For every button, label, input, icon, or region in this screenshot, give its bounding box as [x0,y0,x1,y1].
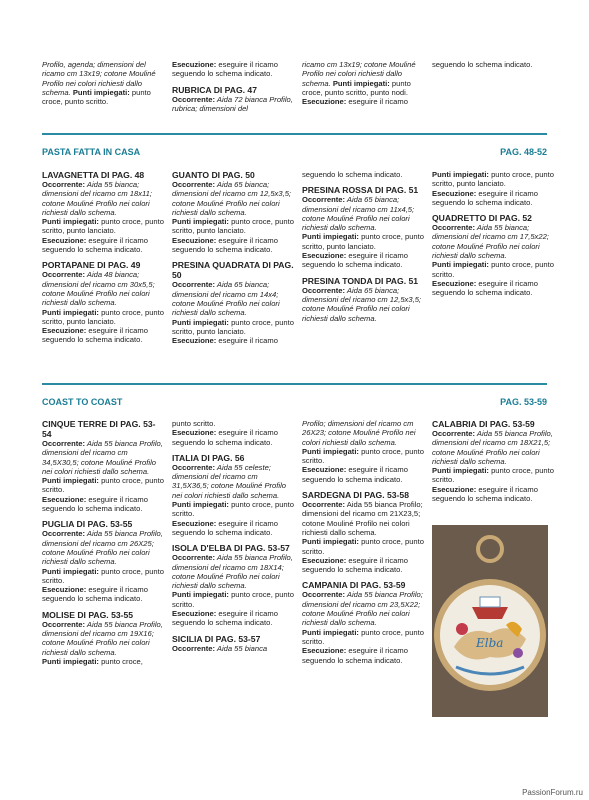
label: Esecuzione: [172,235,217,245]
text: Aida 48 bianca; dimensioni del ricamo cm 30x5,5; cotone Mouliné Profilo nei colori richiesti dallo schema. [42,270,155,308]
label: Occorrente: [172,180,216,189]
label: Punti impiegati: [302,537,359,547]
label: Esecuzione: [172,60,217,69]
top-column-3 [302,60,424,112]
label: Occorrente: [302,285,346,295]
text: punto croce, punto scritto, punto lanciato. [172,317,294,336]
text: Profilo; dimensioni del ricamo cm 26X23; cotone Mouliné Profilo nei colori richiesti dallo schema. [302,419,416,447]
label: Esecuzione: [302,97,347,107]
text: eseguire il ricamo [216,336,278,346]
text: punto croce, punto scritto, punto lanciato. [302,232,424,251]
item-title: PUGLIA DI PAG. 53-55 [42,519,133,530]
label: Esecuzione: [172,428,217,438]
text: ricamo cm 13x19; cotone Mouliné Profilo nei colori richiesti dallo schema. [302,60,416,88]
coast-column-1 [42,419,164,672]
section-pages: PAG. 53-59 [500,397,547,407]
text: punto croce, punto scritto. [172,590,294,609]
text: seguendo lo schema indicato. [432,60,533,69]
text: punto croce, punto scritto. [302,446,424,466]
label: Punti impiegati: [42,217,99,227]
pasta-column-2 [172,170,294,351]
label: Occorrente: [42,270,86,280]
top-column-2 [172,60,294,119]
label: Esecuzione: [172,518,217,528]
text: eseguire il ricamo seguendo lo schema indicato. [42,585,148,604]
item-title: MOLISE DI PAG. 53-55 [42,609,134,620]
text: punto croce, punto scritto. [42,87,151,107]
item-title: ISOLA D'ELBA DI PAG. 53-57 [172,543,290,554]
text: punto croce, punto scritto, punto lanciato. [42,307,164,326]
label: Occorrente: [172,280,216,290]
top-column-4 [432,60,554,75]
item-title: PRESINA ROSSA DI PAG. 51 [302,185,419,196]
item-title: GUANTO DI PAG. 50 [172,170,255,180]
label: Esecuzione: [42,585,87,595]
item-title: PORTAPANE DI PAG. 49 [42,260,141,271]
embroidery-hoop-illustration [432,525,548,717]
text: punto croce, punto scritto, punto nodi. [302,78,411,97]
grape-motif [513,648,523,658]
text: eseguire il ricamo seguendo lo schema indicato. [172,428,278,447]
label: Occorrente: [172,553,216,563]
label: Esecuzione: [172,609,217,619]
label: Punti impiegati: [72,87,130,97]
text: Aida 55 bianca Profilo, dimensioni del ricamo cm 18X14; cotone Mouliné Profilo nei colori richiesti dallo schema. [172,553,293,591]
label: Esecuzione: [302,251,347,261]
text: Aida 55 bianca; dimensioni del ricamo cm 18x11; cotone Mouliné Profilo nei colori richiesti dallo schema. [42,180,153,217]
section-divider [42,133,547,135]
item-title: RUBRICA DI PAG. 47 [172,84,257,95]
boat-cabin [480,597,500,607]
section-header-coast [42,397,547,407]
text: punto scritto. [172,419,216,428]
text: eseguire il ricamo seguendo lo schema indicato. [432,484,538,504]
text: punto croce, punto scritto, punto lanciato. [172,217,294,236]
label: Punti impiegati: [432,170,489,179]
label: Esecuzione: [302,465,347,475]
item-title: SICILIA DI PAG. 53-57 [172,633,261,644]
text: Profilo, agenda; dimensioni del ricamo cm 13x19; cotone Mouliné Profilo nei colori richiesti dallo schema. [42,60,156,97]
text: Aida 55 bianca Profilo, dimensioni del ricamo cm 19X16; cotone Mouliné Profilo nei colori richiesti dallo schema. [42,619,163,657]
label: Punti impiegati: [302,446,359,456]
label: Punti impiegati: [42,476,99,486]
label: Esecuzione: [302,555,347,565]
text: Aida 55 bianca Profilo, dimensioni del ricamo cm 26X25; cotone Mouliné Profilo nei colori richiesti dallo schema. [42,529,163,567]
text: eseguire il ricamo seguendo lo schema indicato. [172,60,278,79]
text: Aida 65 bianca; dimensioni del ricamo cm 12,5x3,5; cotone Mouliné Profilo nei colori richiesti dallo schema. [302,285,422,323]
text: seguendo lo schema indicato. [302,170,403,179]
label: Occorrente: [172,643,216,653]
label: Punti impiegati: [42,656,99,666]
text: Aida 55 bianca Profilo; dimensioni del ricamo cm 23,5X22; cotone Mouliné Profilo nei colori richiesti dallo schema. [302,590,423,628]
text: eseguire il ricamo [346,97,408,107]
text: punto croce, punto scritto. [172,500,294,519]
text: eseguire il ricamo seguendo lo schema indicato. [302,251,408,270]
coast-column-3 [302,419,424,671]
item-title: QUADRETTO DI PAG. 52 [432,213,532,224]
label: Occorrente: [42,439,86,448]
label: Esecuzione: [172,336,217,346]
item-title: LAVAGNETTA DI PAG. 48 [42,170,145,180]
item-title: SARDEGNA DI PAG. 53-58 [302,490,409,501]
item-title: ITALIA DI PAG. 56 [172,452,245,463]
label: Esecuzione: [42,326,87,336]
text: Aida 72 bianca Profilo, rubrica; dimensioni del [172,94,293,113]
label: Punti impiegati: [432,260,489,270]
label: Punti impiegati: [172,590,229,600]
label: Punti impiegati: [42,566,99,576]
top-column-1 [42,60,164,112]
label: Occorrente: [302,590,346,600]
label: Occorrente: [42,529,86,539]
label: Occorrente: [42,619,86,629]
label: Occorrente: [432,223,476,233]
embroidery-photo [432,525,548,717]
item-title: PRESINA TONDA DI PAG. 51 [302,275,419,286]
text: Aida 55 bianca Profilo, dimensioni del ricamo cm 18X21,5; cotone Mouliné Profilo nei colori richiesti dallo schema. [432,429,553,466]
item-title: CINQUE TERRE DI PAG. 53-54 [42,419,156,439]
text: Aida 55 bianca; dimensioni del ricamo cm 17,5x22; cotone Mouliné Profilo nei colori richiesti dallo schema. [432,223,549,261]
text: eseguire il ricamo seguendo lo schema indicato. [172,609,278,628]
label: Punti impiegati: [42,307,99,317]
text: eseguire il ricamo seguendo lo schema indicato. [432,188,538,207]
section-title: COAST TO COAST [42,397,123,407]
label: Esecuzione: [302,646,347,656]
text: Aida 65 bianca; dimensioni del ricamo cm 12,5x3,5; cotone Mouliné Profilo nei colori richiesti dallo schema. [172,180,292,217]
boat-hull [472,607,508,619]
label: Esecuzione: [432,484,477,494]
text: punto croce, punto scritto. [42,566,164,585]
text: eseguire il ricamo seguendo lo schema indicato. [302,646,408,665]
label: Punti impiegati: [172,317,229,327]
label: Occorrente: [172,462,216,472]
label: Esecuzione: [432,278,477,288]
text: eseguire il ricamo seguendo lo schema indicato. [42,494,148,514]
text: Aida 55 celeste; dimensioni del ricamo cm 31,5X36,5; cotone Mouliné Profilo nei colori richiesti dallo schema. [172,462,286,500]
label: Occorrente: [302,500,346,510]
label: Punti impiegati: [302,232,359,242]
text: eseguire il ricamo seguendo lo schema indicato. [42,326,148,345]
text: punto croce, punto scritto. [432,260,554,279]
label: Punti impiegati: [332,78,390,88]
text: eseguire il ricamo seguendo lo schema indicato. [302,465,408,484]
label: Occorrente: [432,429,476,438]
label: Occorrente: [42,180,86,189]
item-title: CAMPANIA DI PAG. 53-59 [302,580,406,591]
text: punto croce, punto scritto. [302,537,424,556]
embroidered-word: Elba [476,636,504,650]
text: punto croce, [98,656,143,666]
section-header-pasta [42,147,547,157]
text: Aida 65 bianca; dimensioni del ricamo cm 11x4,5; cotone Mouliné Profilo nei colori richiesti dallo schema. [302,195,415,233]
watermark: PassionForum.ru [522,788,583,797]
text: eseguire il ricamo seguendo lo schema indicato. [432,278,538,298]
label: Punti impiegati: [172,217,229,227]
text: Aida 55 bianca Profilo; dimensioni del ricamo cm 21X23,5; cotone Mouliné Profilo nei colori richiesti dallo schema. [302,500,423,537]
item-title: CALABRIA DI PAG. 53-59 [432,419,535,429]
section-pages: PAG. 48-52 [500,147,547,157]
text: eseguire il ricamo seguendo lo schema indicato. [42,235,148,255]
text: eseguire il ricamo seguendo lo schema indicato. [302,555,408,575]
text: punto croce, punto scritto, punto lanciato. [432,170,554,189]
coast-column-2 [172,419,294,659]
text: punto croce, punto scritto. [432,466,554,485]
label: Punti impiegati: [302,627,359,637]
text: Aida 55 bianca [215,643,268,653]
label: Occorrente: [172,94,216,104]
text: punto croce, punto scritto. [42,476,164,495]
text: punto croce, punto scritto, punto lanciato. [42,217,164,236]
coast-column-4 [432,419,554,509]
section-title: PASTA FATTA IN CASA [42,147,141,157]
label: Esecuzione: [42,235,87,245]
text: eseguire il ricamo seguendo lo schema indicato. [172,518,278,537]
label: Punti impiegati: [172,500,229,510]
pasta-column-3 [302,170,424,329]
text: Aida 55 bianca Profilo, dimensioni del ricamo cm 34,5X30,5; cotone Mouliné Profilo nei colori richiesti dallo schema. [42,439,163,476]
pasta-column-1 [42,170,164,351]
section-divider [42,383,547,385]
flower-motif [456,623,468,635]
text: punto croce, punto scritto. [302,627,424,646]
label: Esecuzione: [432,188,477,198]
label: Occorrente: [302,195,346,205]
label: Esecuzione: [42,494,87,504]
text: Aida 65 bianca; dimensioni del ricamo cm 14x4; cotone Mouliné Profilo nei colori richiesti dallo schema. [172,280,280,318]
item-title: PRESINA QUADRATA DI PAG. 50 [172,260,294,281]
text: eseguire il ricamo seguendo lo schema indicato. [172,235,278,255]
pasta-column-4 [432,170,554,304]
label: Punti impiegati: [432,466,489,476]
